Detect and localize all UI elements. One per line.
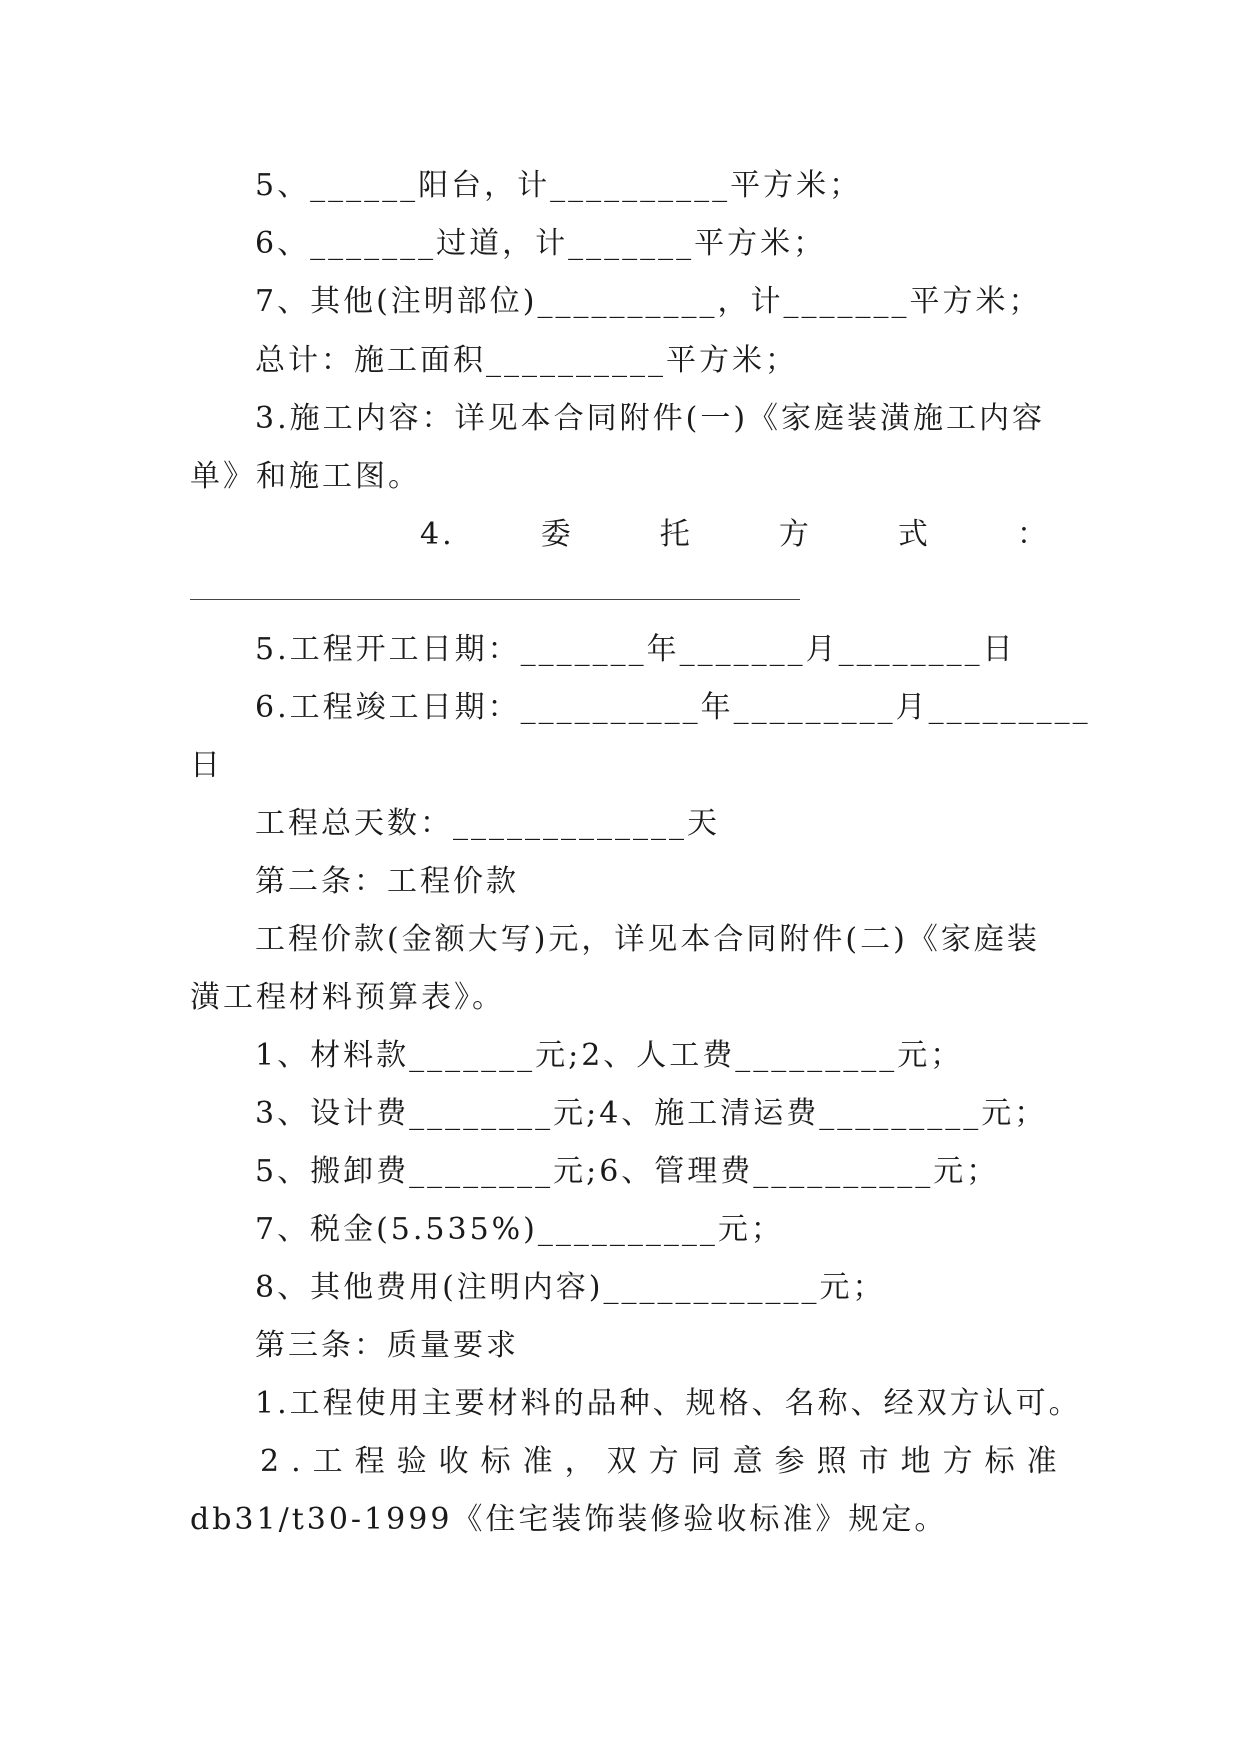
balcony-area-line: 5、______阳台，计__________平方米； bbox=[255, 168, 863, 203]
total-days-line: 工程总天数：_____________天 bbox=[255, 806, 720, 841]
acceptance-standard-line-cont: db31/t30-1999《住宅装饰装修验收标准》规定。 bbox=[190, 1502, 948, 1537]
commission-method-blank-rule bbox=[190, 599, 800, 600]
price-detail-line: 工程价款(金额大写)元，详见本合同附件(二)《家庭装 bbox=[255, 922, 1040, 957]
fee-line-1: 1、材料款_______元;2、人工费_________元； bbox=[255, 1038, 964, 1073]
commission-method-number: 4. bbox=[420, 517, 455, 552]
commission-method-colon: ： bbox=[1016, 517, 1050, 552]
commission-method-char: 式 bbox=[897, 517, 931, 552]
start-date-line: 5.工程开工日期：_______年_______月________日 bbox=[255, 632, 1016, 667]
article-three-heading: 第三条：质量要求 bbox=[255, 1328, 519, 1363]
completion-date-line-cont: 日 bbox=[190, 748, 223, 783]
price-detail-line-cont: 潢工程材料预算表》。 bbox=[190, 980, 505, 1015]
commission-method-char: 托 bbox=[659, 517, 693, 552]
commission-method-line bbox=[420, 515, 1050, 555]
fee-line-2: 3、设计费________元;4、施工清运费_________元； bbox=[255, 1096, 1048, 1131]
hallway-area-line: 6、_______过道，计_______平方米； bbox=[255, 226, 827, 261]
article-two-heading: 第二条：工程价款 bbox=[255, 864, 519, 899]
materials-approval-line: 1.工程使用主要材料的品种、规格、名称、经双方认可。 bbox=[255, 1386, 1082, 1421]
tax-line: 7、税金(5.535%)__________元； bbox=[255, 1212, 784, 1247]
other-area-line: 7、其他(注明部位)__________，计_______平方米； bbox=[255, 284, 1042, 319]
acceptance-standard-line: 2.工程验收标准，双方同意参照市地方标准 bbox=[260, 1444, 1069, 1479]
fee-line-3: 5、搬卸费________元;6、管理费__________元； bbox=[255, 1154, 1000, 1189]
total-area-line: 总计：施工面积__________平方米； bbox=[255, 343, 798, 378]
commission-method-char: 方 bbox=[778, 517, 812, 552]
other-fee-line: 8、其他费用(注明内容)____________元； bbox=[255, 1270, 886, 1305]
commission-method-char: 委 bbox=[540, 517, 574, 552]
completion-date-line: 6.工程竣工日期：__________年_________月_________ bbox=[255, 690, 1091, 725]
construction-content-line-cont: 单》和施工图。 bbox=[190, 459, 421, 494]
construction-content-line: 3.施工内容：详见本合同附件(一)《家庭装潢施工内容 bbox=[255, 401, 1046, 436]
